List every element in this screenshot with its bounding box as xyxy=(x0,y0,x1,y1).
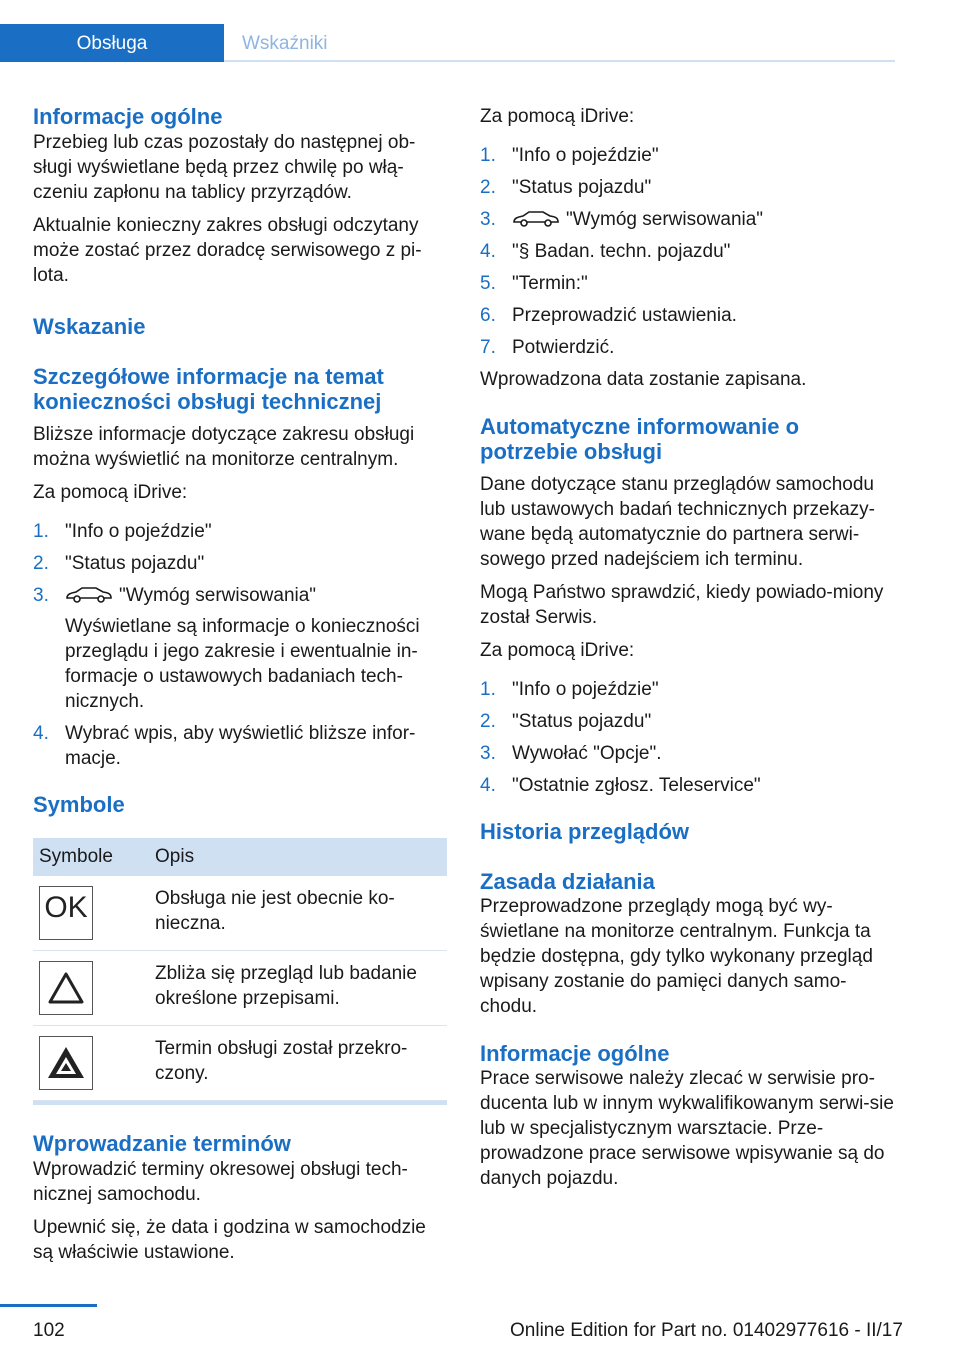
car-service-icon xyxy=(512,209,560,227)
table-row: OK Obsługa nie jest obecnie ko-nieczna. xyxy=(33,876,447,951)
paragraph: Za pomocą iDrive: xyxy=(480,106,635,127)
hazard-triangle-icon xyxy=(39,1036,93,1090)
paragraph: Za pomocą iDrive: xyxy=(480,640,635,661)
left-column xyxy=(33,104,449,1273)
list-item: 7. Potwierdzić. xyxy=(480,337,615,358)
list-item: 1. "Info o pojeździe" xyxy=(480,679,659,700)
heading-history: Historia przeglądów xyxy=(480,819,690,844)
paragraph: Aktualnie konieczny zakres obsługi odczytany może zostać przez doradcę serwisowego z pi-lota. xyxy=(33,215,422,286)
table-row: Termin obsługi został przekro-czony. xyxy=(33,1026,447,1101)
list-item: 1. "Info o pojeździe" xyxy=(480,145,659,166)
list-item: 3. "Wymóg serwisowania" xyxy=(480,209,764,230)
footer-divider xyxy=(0,1304,97,1307)
heading-symbols: Symbole xyxy=(33,792,125,817)
warning-triangle-icon xyxy=(39,961,93,1015)
heading-dates: Wprowadzanie terminów xyxy=(33,1131,291,1156)
list-item: 6. Przeprowadzić ustawienia. xyxy=(480,305,737,326)
paragraph: Dane dotyczące stanu przeglądów samochodu lub ustawowych badań technicznych przekazy-wane będą automatycznie do partnera serwi-sowego przed nadejściem ich terminu. xyxy=(480,474,875,570)
paragraph: Prace serwisowe należy zlecać w serwisie pro-ducenta lub w innym wykwalifikowanym serwi-sie lub w specjalistycznym warsztacie. Prze-prowadzone prace serwisowe wpisywanie są do danych pojazdu. xyxy=(480,1068,894,1189)
list-item: 5. "Termin:" xyxy=(480,273,588,294)
paragraph: Wprowadzona data zostanie zapisana. xyxy=(480,369,807,390)
table-header: Opis xyxy=(149,838,447,876)
table-header: Symbole xyxy=(33,838,149,876)
list-item: 3. Wywołać "Opcje". xyxy=(480,743,662,764)
list-item: 2. "Status pojazdu" xyxy=(480,711,652,732)
car-service-icon xyxy=(65,585,113,603)
heading-auto-info: Automatyczne informowanie o potrzebie obsługi xyxy=(480,414,800,464)
paragraph: Mogą Państwo sprawdzić, kiedy powiado-miony został Serwis. xyxy=(480,582,884,628)
paragraph: Za pomocą iDrive: xyxy=(33,482,188,503)
paragraph: Przebieg lub czas pozostały do następnej ob-sługi wyświetlane będą przez chwilę po włą-czeniu zapłonu na tablicy przyrządów. xyxy=(33,132,416,203)
list-item: 4. "Ostatnie zgłosz. Teleservice" xyxy=(480,775,761,796)
list-item: 3. "Wymóg serwisowania" Wyświetlane są informacje o konieczności przeglądu i jego zakresie i ewentualnie in-formacje o ustawowych badaniach tech-nicznych. xyxy=(33,585,420,712)
paragraph: Przeprowadzone przeglądy mogą być wy-świetlane na monitorze centralnym. Funkcja ta będzie dostępna, gdy tylko wykonany przegląd wpisany zostanie do pamięci danych samo-chodu. xyxy=(480,896,873,1017)
steps-list-right-2 xyxy=(480,677,898,798)
list-item: 2. "Status pojazdu" xyxy=(33,553,205,574)
tab-obsluga[interactable]: Obsługa xyxy=(0,24,224,62)
list-item: 2. "Status pojazdu" xyxy=(480,177,652,198)
steps-list-right xyxy=(480,143,898,360)
paragraph: Wprowadzić terminy okresowej obsługi tech-nicznej samochodu. xyxy=(33,1159,408,1205)
header-divider xyxy=(224,60,895,62)
table-row: Zbliża się przegląd lub badanie określone przepisami. xyxy=(33,951,447,1026)
paragraph: Upewnić się, że data i godzina w samochodzie są właściwie ustawione. xyxy=(33,1217,426,1263)
steps-list-left xyxy=(33,519,449,771)
page-number: 102 xyxy=(33,1320,65,1341)
heading-principle: Zasada działania xyxy=(480,869,655,894)
right-column xyxy=(480,104,898,1199)
header-bar xyxy=(0,24,895,62)
heading-details: Szczegółowe informacje na temat konieczności obsługi technicznej xyxy=(33,364,384,414)
symbols-table xyxy=(33,838,447,1101)
list-item: 4. Wybrać wpis, aby wyświetlić bliższe infor-macje. xyxy=(33,723,416,769)
list-item: 1. "Info o pojeździe" xyxy=(33,521,212,542)
heading-general-info-2: Informacje ogólne xyxy=(480,1041,670,1066)
ok-icon: OK xyxy=(39,886,93,940)
tab-wskazniki[interactable]: Wskaźniki xyxy=(242,33,328,54)
heading-display: Wskazanie xyxy=(33,314,146,339)
edition-note: Online Edition for Part no. 01402977616 - II/17 xyxy=(510,1320,903,1341)
heading-general-info: Informacje ogólne xyxy=(33,104,223,129)
paragraph: Bliższe informacje dotyczące zakresu obsługi można wyświetlić na monitorze centralnym. xyxy=(33,424,415,470)
list-item: 4. "§ Badan. techn. pojazdu" xyxy=(480,241,731,262)
